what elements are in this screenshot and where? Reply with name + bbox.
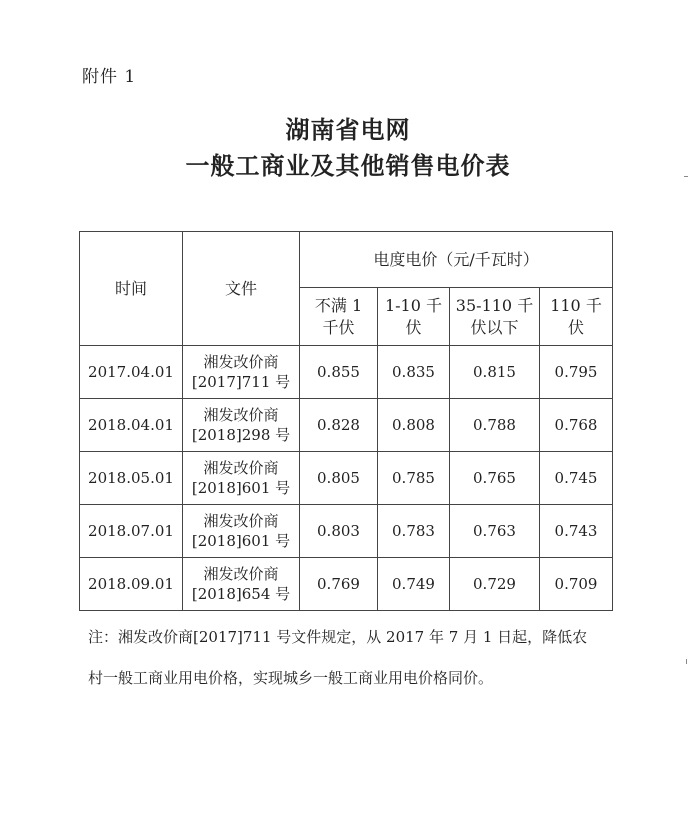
cell-price: 0.765: [450, 452, 540, 505]
cell-document: [183, 399, 300, 452]
subheader-voltage-4: [540, 288, 613, 346]
cell-price: 0.763: [450, 505, 540, 558]
header-document: 文件: [183, 232, 300, 346]
table-header: [80, 232, 613, 346]
document-line: 湘发改价商: [203, 353, 279, 371]
cell-date: 2018.07.01: [80, 505, 183, 558]
cell-document: [183, 558, 300, 611]
cell-document: [183, 505, 300, 558]
cell-price: 0.769: [300, 558, 378, 611]
table-row: [80, 558, 613, 611]
document-line: 湘发改价商: [203, 512, 279, 530]
footnote-line-1: 注：湘发改价商[2017]711 号文件规定，从 2017 年 7 月 1 日起，降低农: [88, 628, 588, 646]
subheader-text: 110 千伏: [550, 295, 602, 337]
document-title: 湖南省电网: [285, 115, 411, 144]
cell-price: 0.795: [540, 346, 613, 399]
subheader-voltage-2: [378, 288, 450, 346]
cell-price: 0.803: [300, 505, 378, 558]
subheader-text: 1-10 千伏: [384, 295, 443, 337]
cell-price: 0.768: [540, 399, 613, 452]
subheader-text: 不满 1 千伏: [314, 295, 363, 337]
cell-price: 0.785: [378, 452, 450, 505]
cell-price: 0.788: [450, 399, 540, 452]
cell-date: 2018.09.01: [80, 558, 183, 611]
scan-mark: [686, 659, 687, 664]
document-number: [2018]601 号: [191, 532, 291, 550]
cell-price: 0.745: [540, 452, 613, 505]
header-time: 时间: [80, 232, 183, 346]
subheader-voltage-1: [300, 288, 378, 346]
cell-document: [183, 452, 300, 505]
document-number: [2017]711 号: [191, 373, 291, 391]
attachment-label: 附件 1: [82, 67, 137, 87]
table-row: [80, 505, 613, 558]
cell-price: 0.709: [540, 558, 613, 611]
document-subtitle: 一般工商业及其他销售电价表: [185, 151, 511, 180]
cell-price: 0.743: [540, 505, 613, 558]
cell-price: 0.808: [378, 399, 450, 452]
table-body: [80, 346, 613, 611]
cell-date: 2017.04.01: [80, 346, 183, 399]
table-row: [80, 346, 613, 399]
document-number: [2018]601 号: [191, 479, 291, 497]
table-row: [80, 452, 613, 505]
cell-price: 0.749: [378, 558, 450, 611]
cell-date: 2018.04.01: [80, 399, 183, 452]
cell-document: [183, 346, 300, 399]
cell-price: 0.783: [378, 505, 450, 558]
price-table: [79, 231, 613, 611]
header-price-group: 电度电价（元/千瓦时）: [300, 232, 613, 288]
cell-price: 0.729: [450, 558, 540, 611]
table-row: [80, 399, 613, 452]
cell-price: 0.828: [300, 399, 378, 452]
document-line: 湘发改价商: [203, 459, 279, 477]
cell-price: 0.805: [300, 452, 378, 505]
scan-mark: [684, 176, 688, 177]
footnote-line-2: 村一般工商业用电价格，实现城乡一般工商业用电价格同价。: [88, 669, 494, 687]
document-line: 湘发改价商: [203, 406, 279, 424]
cell-price: 0.815: [450, 346, 540, 399]
subheader-text: 35-110 千伏以下: [455, 295, 534, 337]
cell-date: 2018.05.01: [80, 452, 183, 505]
cell-price: 0.835: [378, 346, 450, 399]
cell-price: 0.855: [300, 346, 378, 399]
document-number: [2018]654 号: [191, 585, 291, 603]
document-line: 湘发改价商: [203, 565, 279, 583]
subheader-voltage-3: [450, 288, 540, 346]
document-number: [2018]298 号: [191, 426, 291, 444]
